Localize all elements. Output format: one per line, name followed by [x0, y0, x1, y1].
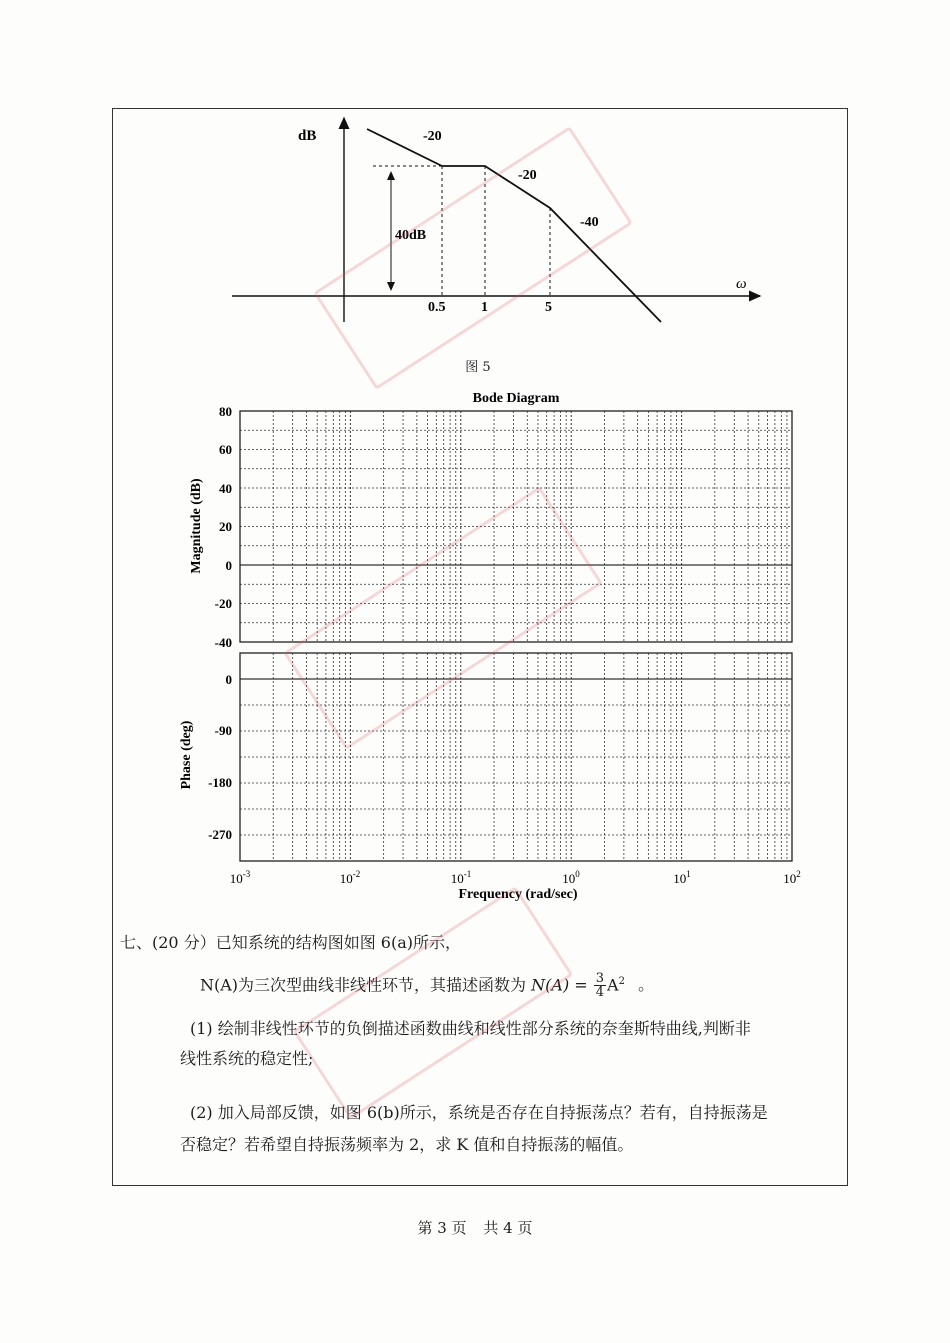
y-label: dB: [298, 128, 317, 144]
x-tick-1e-1: $10^{-1}$: [450, 869, 472, 886]
formula-fraction: [594, 972, 606, 999]
x-tick-1e1: $10^1$: [673, 869, 691, 886]
formula-numerator: 3: [595, 971, 605, 987]
formula-denominator: 4: [595, 985, 605, 1001]
tick-label-5: 5: [545, 300, 552, 315]
part1-line1: (1) 绘制非线性环节的负倒描述函数曲线和线性部分系统的奈奎斯特曲线,判断非: [190, 1019, 751, 1038]
page-number: 第 3 页: [417, 1219, 467, 1237]
part1-line2: 线性系统的稳定性;: [180, 1049, 314, 1068]
slope-label-2: -20: [518, 168, 537, 183]
tick-label-05: 0.5: [428, 300, 446, 315]
x-label: ω: [736, 276, 747, 292]
formula-lhs: N(A) =: [531, 975, 588, 995]
part2-line1: (2) 加入局部反馈，如图 6(b)所示，系统是否存在自持振荡点？若有，自持振荡是: [190, 1103, 768, 1122]
nonlinearity-text: N(A)为三次型曲线非线性环节，其描述函数为: [200, 975, 527, 995]
formula-rhs: A: [607, 975, 619, 995]
frequency-axis-label: Frequency (rad/sec): [458, 887, 578, 902]
page-total: 共 4 页: [483, 1219, 533, 1237]
slope-label-3: -40: [580, 215, 599, 230]
mag-tick-neg40: -40: [214, 635, 232, 650]
x-tick-1e-3: $10^{-3}$: [229, 869, 251, 886]
x-tick-1e-2: $10^{-2}$: [339, 869, 361, 886]
question7-heading: 七、(20 分）已知系统的结构图如图 6(a)所示，: [120, 933, 461, 952]
mag-tick-80: 80: [219, 404, 232, 419]
bode-title: Bode Diagram: [472, 391, 560, 406]
part2-line2: 否稳定？若希望自持振荡频率为 2，求 K 值和自持振荡的幅值。: [180, 1135, 634, 1154]
x-tick-labels: [230, 869, 801, 886]
mag-tick-0: 0: [225, 558, 232, 573]
x-tick-1e2: $10^2$: [783, 869, 801, 886]
phase-tick-0: 0: [225, 672, 232, 687]
mag-tick-neg20: -20: [214, 596, 232, 611]
formula-exponent: 2: [618, 976, 625, 987]
mag-tick-40: 40: [219, 481, 232, 496]
figure5-caption: 图 5: [465, 360, 491, 375]
slope-label-1: -20: [423, 129, 442, 144]
x-tick-1e0: $10^0$: [562, 869, 580, 886]
page-footer: [0, 1217, 950, 1238]
mag-tick-20: 20: [219, 519, 232, 534]
phase-tick-neg270: -270: [208, 827, 232, 842]
phase-axis-label: Phase (deg): [179, 720, 194, 790]
formula-end: 。: [638, 975, 655, 995]
magnitude-axis-label: Magnitude (dB): [189, 478, 204, 574]
gain-label: 40dB: [395, 228, 427, 243]
phase-tick-neg90: -90: [214, 723, 232, 738]
mag-tick-60: 60: [219, 442, 232, 457]
tick-label-1: 1: [481, 300, 488, 315]
phase-tick-neg180: -180: [208, 775, 232, 790]
